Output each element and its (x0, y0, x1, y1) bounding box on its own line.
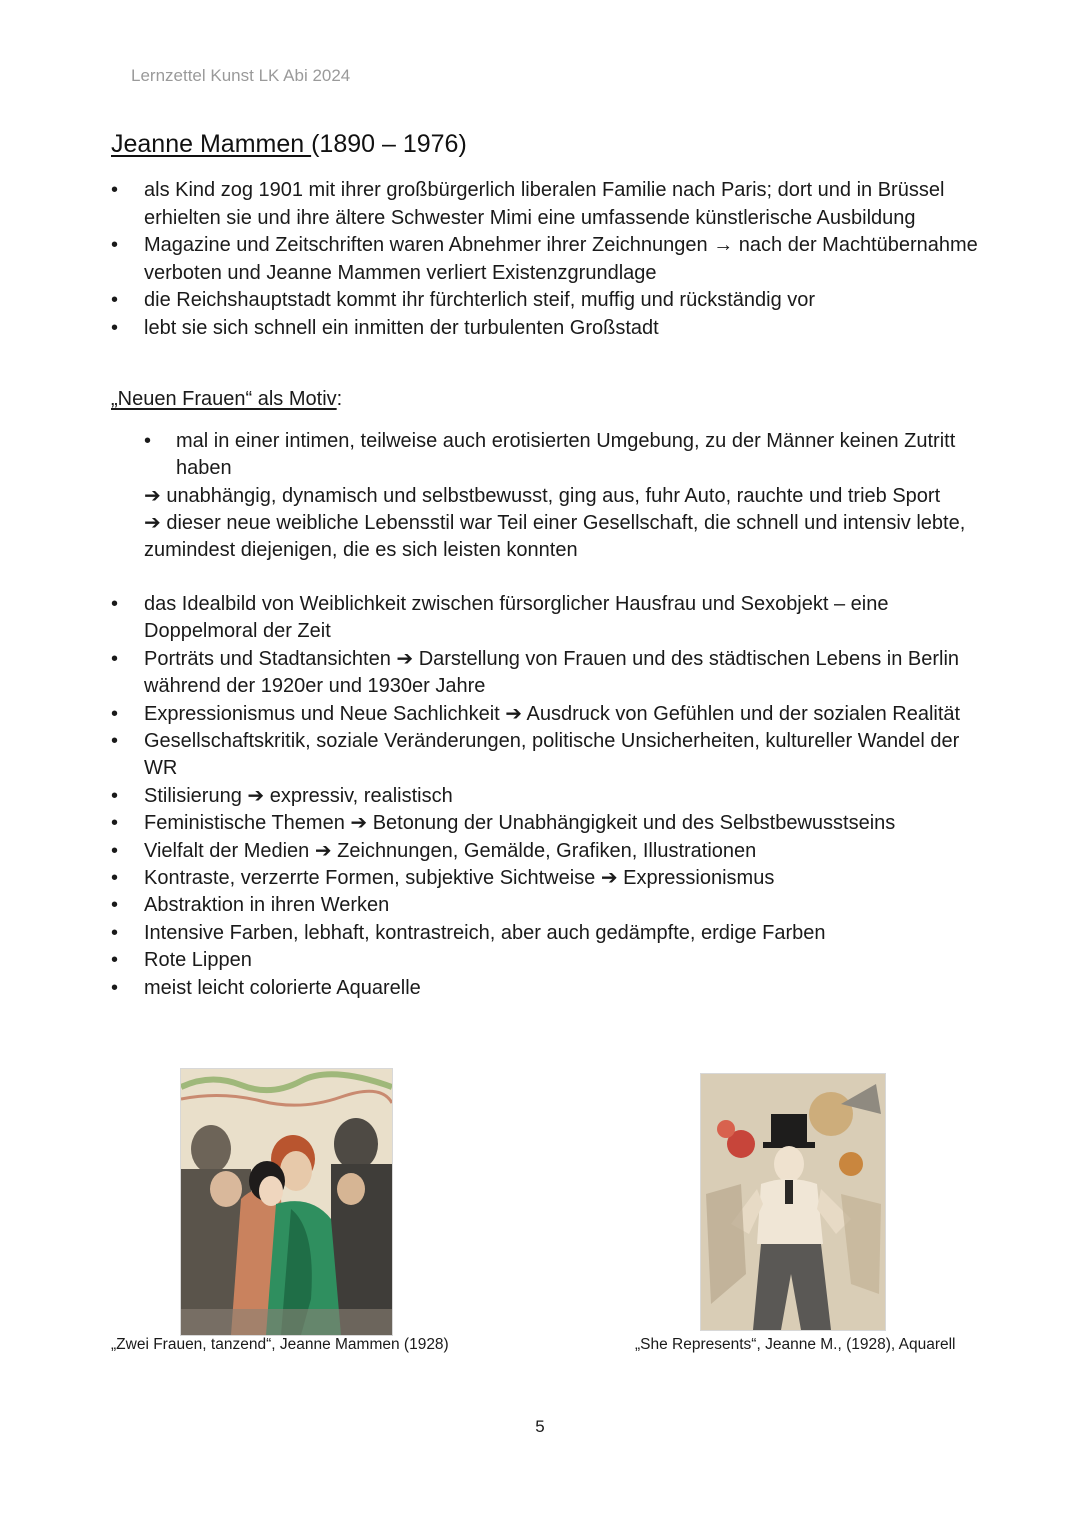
arrow-line: ➔ dieser neue weibliche Lebensstil war Teil einer Gesellschaft, die schnell und intensiv lebte, zumindest diejenigen, die es sich leisten konnten (144, 511, 966, 562)
page-title (111, 130, 467, 159)
page-number: 5 (535, 1417, 545, 1436)
list-item: • Rote Lippen (111, 947, 991, 974)
painting-she-represents (700, 1073, 886, 1331)
title-dates: (1890 – 1976) (311, 130, 467, 158)
arrow-line: ➔ unabhängig, dynamisch und selbstbewusst, ging aus, fuhr Auto, rauchte und trieb Sport (144, 484, 941, 507)
list-item: • Kontraste, verzerrte Formen, subjektive Sichtweise ➔ Expressionismus (111, 865, 991, 892)
motif-heading-text: „Neuen Frauen“ als Motiv (111, 388, 337, 410)
list-item: • Magazine und Zeitschriften waren Abnehmer ihrer Zeichnungen → nach der Machtübernahme verboten und Jeanne Mammen verliert Existenzgrundlage (111, 232, 991, 287)
intro-bullet-list (111, 177, 991, 343)
image-caption: „She Represents“, Jeanne M., (1928), Aquarell (635, 1336, 956, 1353)
document-header: Lernzettel Kunst LK Abi 2024 (131, 66, 351, 85)
list-item: • Vielfalt der Medien ➔ Zeichnungen, Gemälde, Grafiken, Illustrationen (111, 838, 991, 865)
list-item: • Gesellschaftskritik, soziale Veränderungen, politische Unsicherheiten, kultureller Wandel der WR (111, 728, 991, 783)
list-item: • Intensive Farben, lebhaft, kontrastreich, aber auch gedämpfte, erdige Farben (111, 920, 991, 947)
list-item: • Porträts und Stadtansichten ➔ Darstellung von Frauen und des städtischen Lebens in Berlin während der 1920er und 1930er Jahre (111, 646, 991, 701)
painting-two-women-dancing (180, 1068, 393, 1336)
style-bullet-list (111, 591, 991, 1002)
list-item: • Expressionismus und Neue Sachlichkeit ➔ Ausdruck von Gefühlen und der sozialen Realität (111, 701, 991, 728)
image-caption: „Zwei Frauen, tanzend“, Jeanne Mammen (1928) (111, 1336, 449, 1353)
nested-list-item: • mal in einer intimen, teilweise auch erotisierten Umgebung, zu der Männer keinen Zutritt haben (144, 428, 994, 483)
list-item: • Abstraktion in ihren Werken (111, 892, 991, 919)
list-item: • meist leicht colorierte Aquarelle (111, 975, 991, 1002)
list-item: • als Kind zog 1901 mit ihrer großbürgerlich liberalen Familie nach Paris; dort und in Brüssel erhielten sie und ihre ältere Schwester Mimi eine umfassende künstlerische Ausbildung (111, 177, 991, 232)
list-item: • Stilisierung ➔ expressiv, realistisch (111, 783, 991, 810)
motif-heading (111, 386, 342, 413)
list-item: • Feministische Themen ➔ Betonung der Unabhängigkeit und des Selbstbewusstseins (111, 810, 991, 837)
title-artist-name: Jeanne Mammen (111, 130, 312, 158)
list-item: • das Idealbild von Weiblichkeit zwischen fürsorglicher Hausfrau und Sexobjekt – eine Doppelmoral der Zeit (111, 591, 991, 646)
motif-heading-colon: : (336, 388, 343, 410)
motif-block (144, 428, 994, 564)
list-item: • lebt sie sich schnell ein inmitten der turbulenten Großstadt (111, 315, 991, 343)
list-item: • die Reichshauptstadt kommt ihr fürchterlich steif, muffig und rückständig vor (111, 287, 991, 315)
